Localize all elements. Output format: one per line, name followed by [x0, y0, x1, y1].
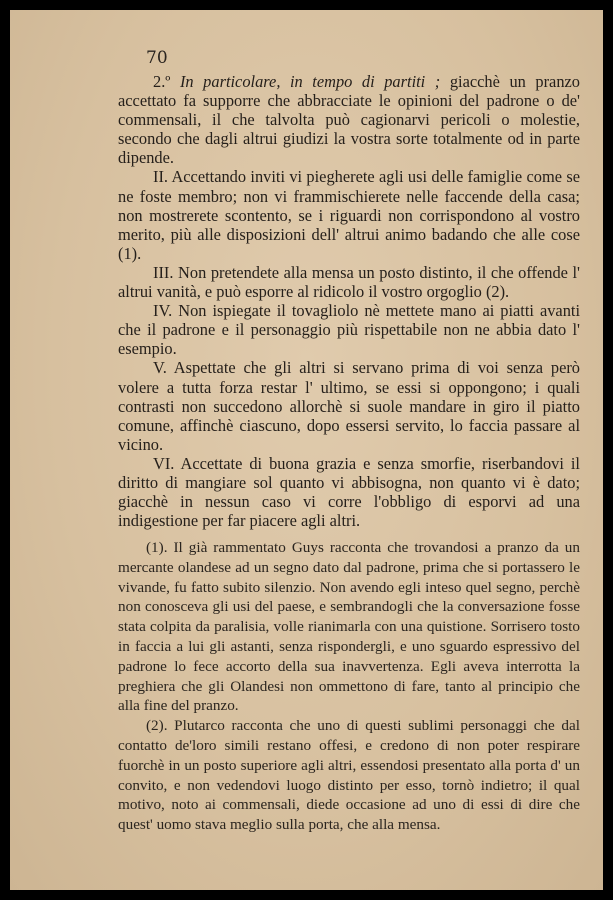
- page-number: 70: [146, 48, 168, 68]
- paragraph-iii: III. Non pretendete alla mensa un posto distinto, il che offende l' altrui vanità, e può esporre al ridicolo il vostro orgoglio (2).: [118, 262, 580, 302]
- paragraph-2-particular: [118, 72, 580, 167]
- paragraph-rest: giacchè un pranzo accettato fa supporre che abbracciate le opinioni del padrone o de' commensali, il che talvolta può cagionarvi pericoli o molestie, secondo che dagli altrui giudizi la vostra sorte totalmente od in parte dipende.: [118, 72, 580, 168]
- paragraph-ii: II. Accettando inviti vi piegherete agli usi delle famiglie come se ne foste membro; non vi frammischierete nelle faccende della casa; non mostrerete scontento, se i riguardi non corrispondono al vostro merito, più alle disposizioni dell' altrui animo badando che alle cose (1).: [118, 167, 580, 263]
- paragraph-iv: IV. Non ispiegate il tovagliolo nè mettete mano ai piatti avanti che il padrone e il personaggio più rispettabile non ne abbia dato l' esempio.: [118, 301, 580, 359]
- paragraph-vi: VI. Accettate di buona grazia e senza smorfie, riserbandovi il diritto di mangiare sol quanto vi abbisogna, non quanto vi è dato; giacchè in nessun caso vi corre l'obbligo di esporvi ad una indigestione per far piacere agli altri.: [118, 453, 580, 531]
- paragraph-italic-heading: In particolare, in tempo di partiti ;: [179, 72, 441, 91]
- paragraph-lead: 2.º: [153, 72, 180, 91]
- footnotes: [118, 538, 580, 835]
- book-page: [10, 10, 603, 890]
- main-text: [118, 72, 580, 530]
- footnote-1: (1). Il già rammentato Guys racconta che trovandosi a pranzo da un mercante olandese ad un segno dato dal padrone, prima che si portassero le vivande, fu fatto subito silenzio. Non avendo egli inteso quel segno, perchè non conosceva gli usi del paese, e sembrandogli che la conversazione fosse stata colpita da paralisia, volle rianimarla con una quistione. Sorrisero tosto in faccia a lui gli astanti, senza rispondergli, e uno sguardo espressivo del padrone lo fece accorto della sua inavvertenza. Egli aveva interrotta la preghiera che gli Olandesi non ommettono di fare, tanto al principio che alla fine del pranzo.: [118, 539, 580, 715]
- footnote-2: (2). Plutarco racconta che uno di questi sublimi personaggi che dal contatto de'loro simili restano offesi, e credono di non poter respirare fuorchè in un posto superiore agli altri, essendosi presentato alla porta d' un convito, e non vedendovi luogo distinto per esso, tornò indietro; il qual motivo, noto ai commensali, diede occasione ad uno di essi di dire che quest' uomo stava meglio sulla porta, che alla mensa.: [118, 717, 580, 834]
- paragraph-v: V. Aspettate che gli altri si servano prima di voi senza però volere a tutta forza restar l' ultimo, se essi si oppongono; i quali contrasti non succedono allorchè si suole mandare in giro il piatto comune, affinchè ciascuno, dopo essersi servito, lo faccia passare al vicino.: [118, 358, 580, 454]
